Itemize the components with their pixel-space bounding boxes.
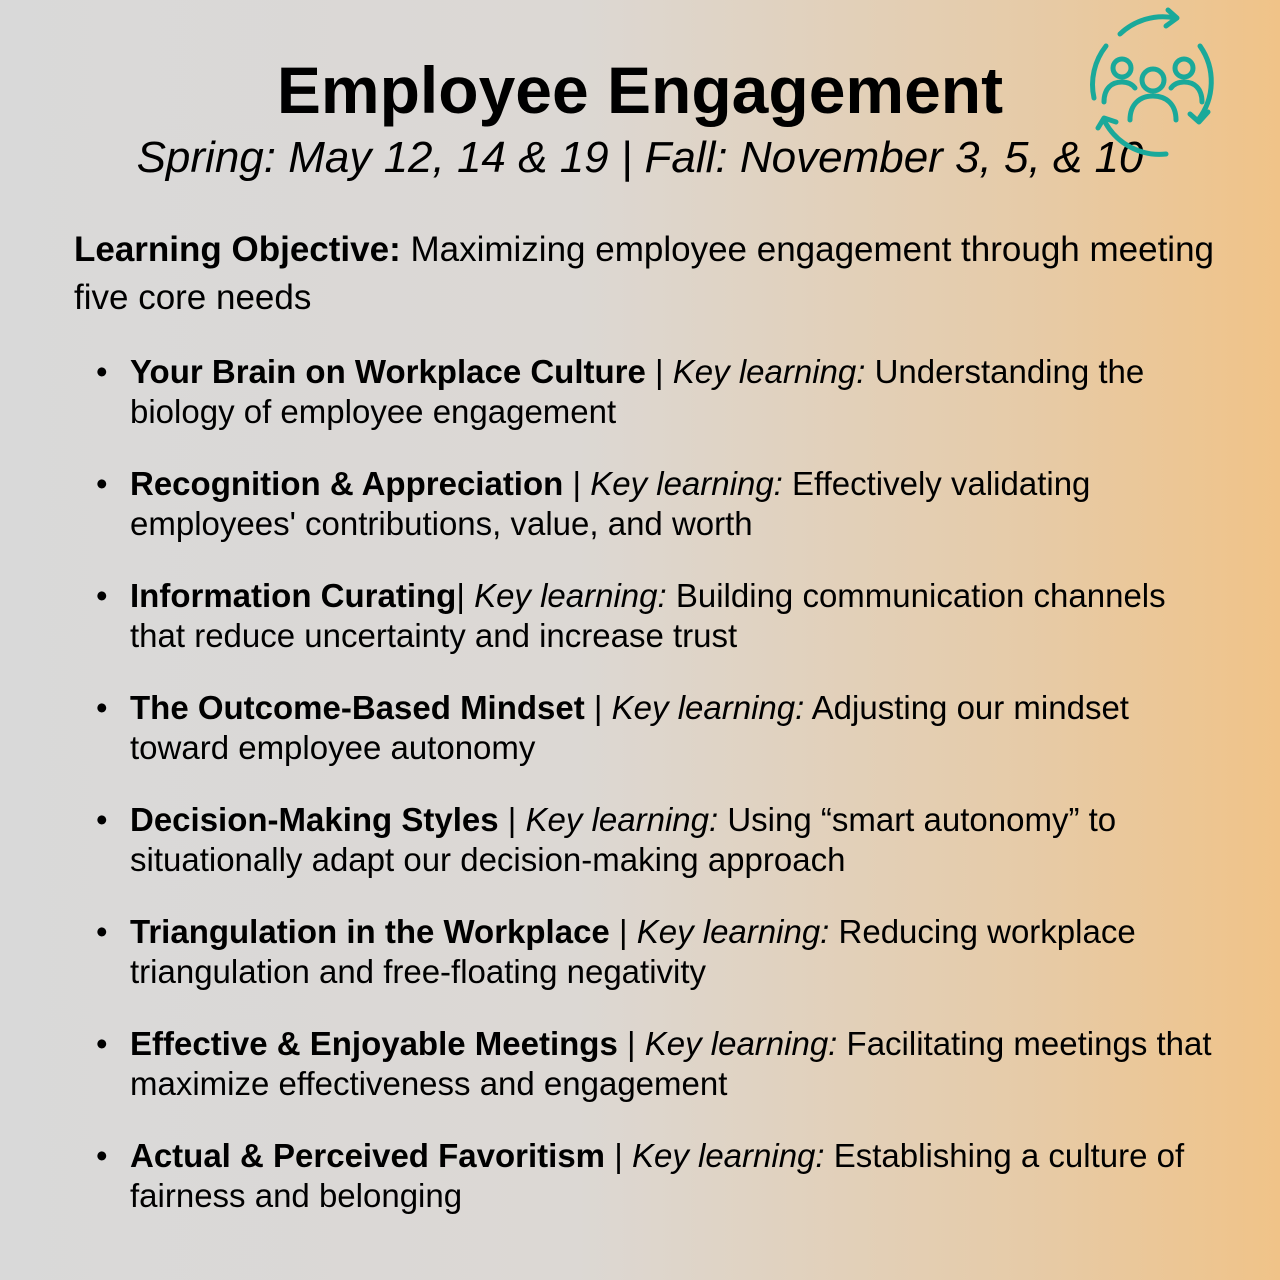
topic-list: [74, 352, 1224, 1248]
topic-description: Effectively validating employees' contributions, value, and worth: [130, 465, 1091, 542]
topic-description: Understanding the biology of employee engagement: [130, 353, 1145, 430]
people-cycle-icon: [1080, 2, 1230, 162]
topic-name: Actual & Perceived Favoritism: [130, 1137, 606, 1174]
bullet: •: [96, 689, 108, 726]
key-learning-label: Key learning:: [672, 353, 866, 390]
topic-name: Your Brain on Workplace Culture: [130, 353, 646, 390]
topic-name: Decision-Making Styles: [130, 801, 499, 838]
topic-separator: |: [617, 1025, 645, 1062]
learning-objective: [74, 226, 1224, 322]
list-item: [74, 576, 1224, 688]
objective-text: Maximizing employee engagement through meeting five core needs: [74, 230, 1214, 317]
topic-name: Recognition & Appreciation: [130, 465, 564, 502]
bullet: •: [96, 801, 108, 838]
topic-description: Establishing a culture of fairness and belonging: [130, 1137, 1185, 1214]
key-learning-label: Key learning:: [590, 465, 783, 502]
topic-separator: |: [563, 465, 591, 502]
list-item: [74, 464, 1224, 576]
bullet: •: [96, 577, 108, 614]
objective-label: Learning Objective:: [74, 230, 401, 269]
bullet: •: [96, 913, 108, 950]
bullet: •: [96, 1137, 108, 1174]
bullet: •: [96, 465, 108, 502]
key-learning-label: Key learning:: [631, 1137, 825, 1174]
topic-name: Information Curating: [130, 577, 457, 614]
topic-description: Building communication channels that reduce uncertainty and increase trust: [130, 577, 1166, 654]
key-learning-label: Key learning:: [611, 689, 805, 726]
topic-separator: |: [609, 913, 637, 950]
bullet: •: [96, 1025, 108, 1062]
session-dates: Spring: May 12, 14 & 19 | Fall: November 3, 5, & 10: [136, 133, 1144, 182]
bullet: •: [96, 353, 108, 390]
topic-separator: |: [605, 1137, 632, 1174]
topic-name: Triangulation in the Workplace: [130, 913, 610, 950]
topic-name: The Outcome-Based Mindset: [130, 689, 585, 726]
key-learning-label: Key learning:: [636, 913, 830, 950]
topic-separator: |: [498, 801, 526, 838]
key-learning-label: Key learning:: [525, 801, 719, 838]
topic-separator: |: [456, 577, 475, 614]
topic-description: Adjusting our mindset toward employee autonomy: [130, 689, 1129, 766]
topic-description: Reducing workplace triangulation and free-floating negativity: [130, 913, 1136, 990]
list-item: [74, 352, 1224, 464]
key-learning-label: Key learning:: [474, 577, 667, 614]
key-learning-label: Key learning:: [644, 1025, 838, 1062]
topic-separator: |: [584, 689, 612, 726]
topic-description: Using “smart autonomy” to situationally adapt our decision-making approach: [130, 801, 1117, 878]
topic-separator: |: [645, 353, 673, 390]
list-item: [74, 800, 1224, 912]
list-item: [74, 1024, 1224, 1136]
topic-name: Effective & Enjoyable Meetings: [130, 1025, 618, 1062]
list-item: [74, 912, 1224, 1024]
page-title: Employee Engagement: [276, 53, 1004, 127]
topic-description: Facilitating meetings that maximize effectiveness and engagement: [130, 1025, 1212, 1102]
list-item: [74, 1136, 1224, 1248]
list-item: [74, 688, 1224, 800]
